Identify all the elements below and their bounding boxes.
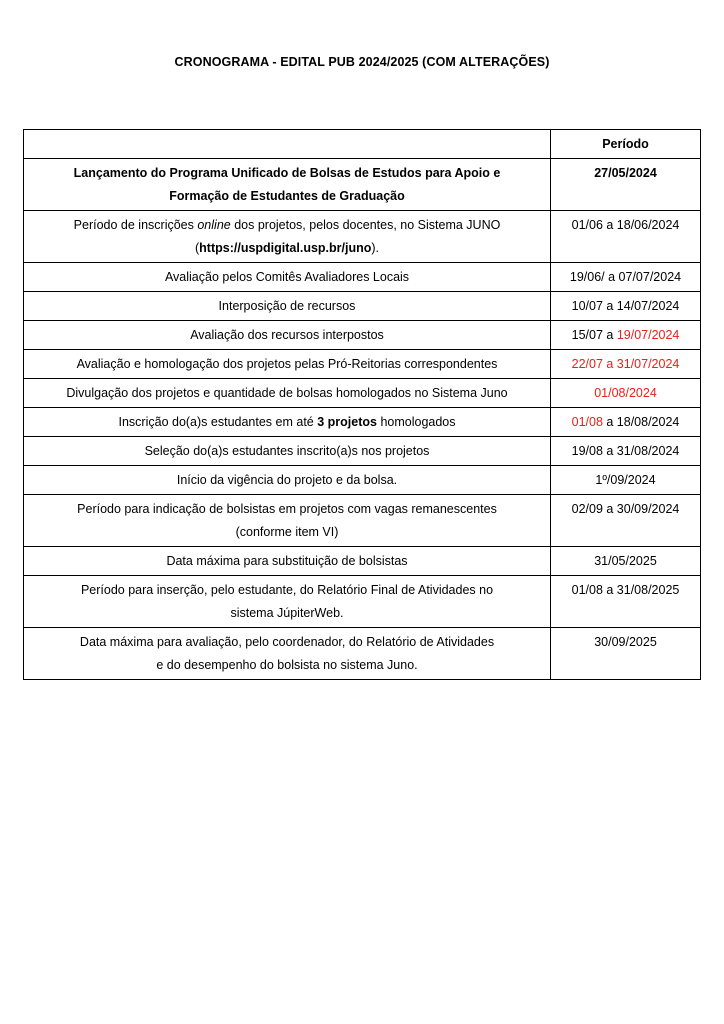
table-row (24, 437, 701, 466)
table-row (24, 350, 701, 379)
schedule-table (23, 129, 701, 680)
activity-cell (24, 408, 551, 437)
activity-text: (conforme item VI) (235, 525, 339, 539)
period-text: 15/07 a (571, 328, 617, 342)
activity-text: Formação de Estudantes de Graduação (169, 189, 405, 203)
activity-emphasis: online (197, 218, 231, 232)
activity-text: Data máxima para avaliação, pelo coordenador, do Relatório de Atividades (79, 635, 495, 649)
table-row (24, 628, 701, 680)
table-row (24, 211, 701, 263)
activity-cell (24, 628, 551, 680)
activity-text-part: ). (371, 241, 380, 255)
juno-url: https://uspdigital.usp.br/juno (199, 241, 372, 255)
period-cell: 1º/09/2024 (551, 466, 701, 495)
activity-cell: Início da vigência do projeto e da bolsa. (24, 466, 551, 495)
table-row (24, 159, 701, 211)
activity-text (28, 214, 546, 237)
period-cell: 10/07 a 14/07/2024 (551, 292, 701, 321)
activity-cell (24, 576, 551, 628)
activity-text-part: Inscrição do(a)s estudantes em até (118, 415, 318, 429)
activity-text-part: ( (194, 241, 200, 255)
activity-cell (24, 159, 551, 211)
table-row (24, 292, 701, 321)
activity-cell: Avaliação e homologação dos projetos pelas Pró-Reitorias correspondentes (24, 350, 551, 379)
period-cell: 27/05/2024 (551, 159, 701, 211)
period-cell: 01/08 a 31/08/2025 (551, 576, 701, 628)
activity-cell: Avaliação dos recursos interpostos (24, 321, 551, 350)
table-header-row (24, 130, 701, 159)
activity-cell (24, 495, 551, 547)
period-changed-text: 01/08 (571, 415, 603, 429)
period-text: a 18/08/2024 (602, 415, 680, 429)
period-cell: 31/05/2025 (551, 547, 701, 576)
page-title: CRONOGRAMA - EDITAL PUB 2024/2025 (COM ALTERAÇÕES) (174, 55, 550, 69)
table-row (24, 379, 701, 408)
activity-text: sistema JúpiterWeb. (230, 606, 344, 620)
activity-text: Período para indicação de bolsistas em projetos com vagas remanescentes (77, 502, 497, 516)
activity-cell: Data máxima para substituição de bolsistas (24, 547, 551, 576)
period-changed-text: 19/07/2024 (616, 328, 680, 342)
table-row (24, 321, 701, 350)
table-row (24, 466, 701, 495)
activity-cell: Avaliação pelos Comitês Avaliadores Locais (24, 263, 551, 292)
period-cell (551, 321, 701, 350)
activity-text-part: homologados (376, 415, 456, 429)
activity-text-part: Período de inscrições (73, 218, 198, 232)
table-row (24, 576, 701, 628)
activity-text-part: dos projetos, pelos docentes, no Sistema JUNO (230, 218, 501, 232)
period-cell: 19/06/ a 07/07/2024 (551, 263, 701, 292)
table-row (24, 547, 701, 576)
period-cell: 02/09 a 30/09/2024 (551, 495, 701, 547)
activity-cell: Seleção do(a)s estudantes inscrito(a)s nos projetos (24, 437, 551, 466)
activity-cell: Interposição de recursos (24, 292, 551, 321)
header-activity-cell (24, 130, 551, 159)
period-cell: 01/06 a 18/06/2024 (551, 211, 701, 263)
table-row (24, 263, 701, 292)
period-cell (551, 408, 701, 437)
table-row (24, 408, 701, 437)
activity-cell (24, 211, 551, 263)
activity-cell: Divulgação dos projetos e quantidade de bolsas homologados no Sistema Juno (24, 379, 551, 408)
period-cell: 01/08/2024 (551, 379, 701, 408)
activity-text: Período para inserção, pelo estudante, do Relatório Final de Atividades no (80, 583, 494, 597)
period-cell: 30/09/2025 (551, 628, 701, 680)
activity-text (28, 237, 546, 260)
header-period-cell: Período (551, 130, 701, 159)
activity-text: Lançamento do Programa Unificado de Bolsas de Estudos para Apoio e (73, 166, 501, 180)
table-row (24, 495, 701, 547)
period-cell: 22/07 a 31/07/2024 (551, 350, 701, 379)
activity-bold-text: 3 projetos (317, 415, 377, 429)
activity-text: e do desempenho do bolsista no sistema Juno. (156, 658, 418, 672)
period-cell: 19/08 a 31/08/2024 (551, 437, 701, 466)
